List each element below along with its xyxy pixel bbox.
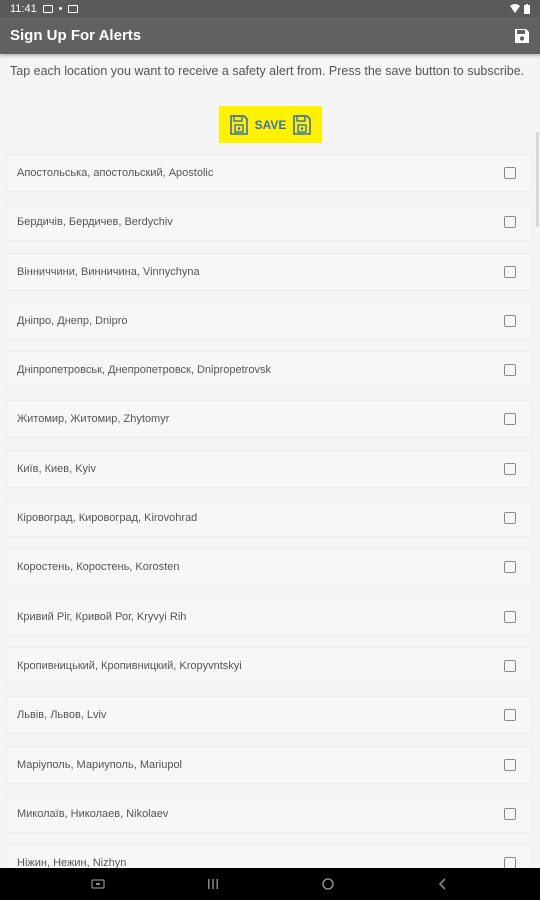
page-title: Sign Up For Alerts	[10, 27, 142, 44]
home-icon[interactable]	[321, 877, 335, 891]
list-item[interactable]	[6, 302, 533, 340]
back-icon[interactable]	[436, 877, 450, 891]
location-checkbox[interactable]	[504, 857, 516, 868]
location-checkbox[interactable]	[504, 759, 516, 771]
list-item[interactable]	[6, 351, 533, 389]
location-checkbox[interactable]	[504, 808, 516, 820]
list-item[interactable]	[6, 154, 533, 192]
location-label: Львів, Львов, Lviv	[17, 709, 107, 722]
location-label: Миколаїв, Николаев, Nikolaev	[17, 807, 169, 820]
list-item[interactable]	[6, 795, 533, 833]
location-checkbox[interactable]	[504, 512, 516, 524]
location-checkbox[interactable]	[504, 167, 516, 179]
location-label: Бердичів, Бердичев, Berdychiv	[17, 216, 173, 229]
floppy-icon	[229, 114, 249, 136]
location-checkbox[interactable]	[504, 709, 516, 721]
keyboard-icon[interactable]	[91, 877, 105, 891]
scrollbar[interactable]	[536, 132, 539, 227]
content	[0, 54, 540, 868]
location-label: Житомир, Житомир, Zhytomyr	[17, 413, 170, 426]
save-icon[interactable]	[514, 28, 530, 44]
location-checkbox[interactable]	[504, 561, 516, 573]
status-time: 11:41	[10, 2, 37, 15]
list-item[interactable]	[6, 647, 533, 685]
wifi-icon	[510, 4, 520, 13]
location-checkbox[interactable]	[504, 463, 516, 475]
location-label: Кіровоград, Кировоград, Kirovohrad	[17, 512, 198, 525]
location-checkbox[interactable]	[504, 216, 516, 228]
location-checkbox[interactable]	[504, 611, 516, 623]
location-label: Вінниччини, Винничина, Vinnychyna	[17, 265, 200, 278]
location-checkbox[interactable]	[504, 413, 516, 425]
instructions-text: Tap each location you want to receive a safety alert from. Press the save button to subscribe.	[10, 64, 525, 78]
location-label: Дніпропетровськ, Днепропетровск, Dnipropetrovsk	[17, 364, 271, 377]
location-label: Коростень, Коростень, Korosten	[17, 561, 180, 574]
location-label: Київ, Киев, Kyiv	[17, 462, 96, 475]
list-item[interactable]	[6, 844, 533, 868]
navigation-bar	[0, 868, 540, 900]
location-label: Кропивницький, Кропивницкий, Kropyvntskyi	[17, 659, 242, 672]
list-item[interactable]	[6, 400, 533, 438]
notification-icon-2	[68, 5, 78, 13]
location-label: Апостольська, апостольский, Apostolic	[17, 167, 214, 179]
app-bar	[0, 17, 540, 54]
location-checkbox[interactable]	[504, 315, 516, 327]
list-item[interactable]	[6, 548, 533, 586]
list-item[interactable]	[6, 598, 533, 636]
list-item[interactable]	[6, 203, 533, 241]
save-button[interactable]	[219, 106, 322, 143]
location-label: Дніпро, Днепр, Dnipro	[17, 314, 128, 327]
location-checkbox[interactable]	[504, 266, 516, 278]
list-item[interactable]	[6, 499, 533, 537]
recents-icon[interactable]	[206, 877, 220, 891]
location-checkbox[interactable]	[504, 364, 516, 376]
notification-icon	[43, 5, 53, 13]
save-button-label: SAVE	[254, 117, 287, 132]
location-label: Ніжин, Нежин, Nizhyn	[17, 857, 127, 868]
location-label: Кривий Ріг, Кривой Рог, Kryvyi Rih	[17, 610, 187, 623]
list-item[interactable]	[6, 450, 533, 488]
location-list	[6, 154, 533, 868]
list-item[interactable]	[6, 696, 533, 734]
list-item[interactable]	[6, 253, 533, 291]
floppy-icon	[292, 114, 312, 136]
dot-icon	[59, 7, 62, 10]
list-item[interactable]	[6, 746, 533, 784]
status-bar	[0, 0, 540, 17]
location-checkbox[interactable]	[504, 660, 516, 672]
battery-icon	[524, 4, 530, 14]
location-label: Маріуполь, Мариуполь, Mariupol	[17, 758, 183, 771]
